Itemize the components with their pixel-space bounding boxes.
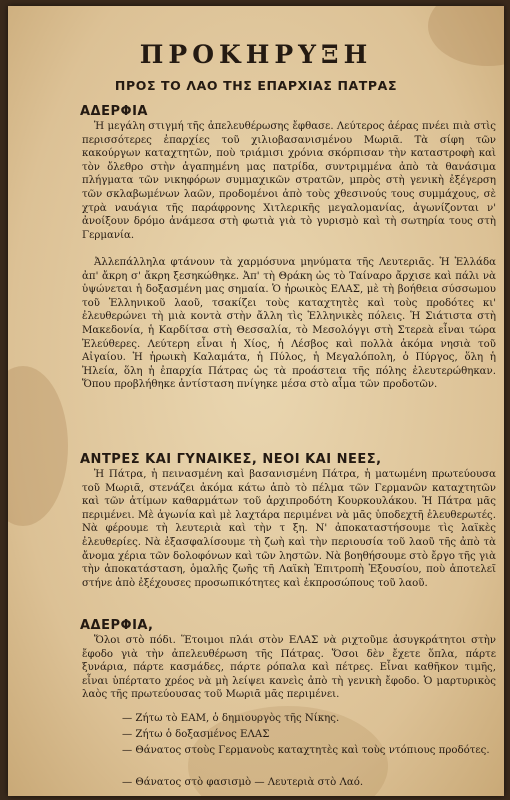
paragraph-news: Ἀλλεπάλληλα φτάνουν τὰ χαρμόσυνα μηνύματα τῆς Λευτεριᾶς. Ἡ Ἑλλάδα ἀπ' ἄκρη σ' ἄκρη ξεσηκώθηκε. Ἀπ' τὴ Θράκη ὡς τὸ Ταίναρο ἄρχισε καὶ πάλι νὰ ὑψώνεται ἡ δοξασμένη μας σημαία. Ὁ ἡρωικὸς ΕΛΑΣ, μὲ τὴ βοήθεια σύσσωμου τοῦ Ἑλληνικοῦ λαοῦ, τσακίζει τοὺς καταχτητὲς καὶ τοὺς προδότες κι' ἐλευθερώνει τὴ μιὰ κοντὰ στὴν ἄλλη τὶς Ἑλληνικὲς πόλεις. Ἡ Σιάτιστα στὴ Μακεδονία, ἡ Καρδίτσα στὴ Θεσσαλία, τὸ Μεσολόγγι στὴ Στερεὰ εἶναι τώρα Ἐλεύθερες. Λεύτερη εἶναι ἡ Χίος, ἡ Λέσβος καὶ πολλὰ ἀκόμα νησιὰ τοῦ Αἰγαίου. Ἡ ἡρωικὴ Καλαμάτα, ἡ Πύλος, ἡ Μεγαλόπολη, ὁ Πύργος, ὅλη ἡ Ἠλεία, ὅλη ἡ ἐπαρχία Πάτρας ὡς τὰ προάστεια τῆς πόλης ἐλευτερώθηκαν. Ὅπου προβλήθηκε ἀντίσταση πνίγηκε μέσα στὸ αἷμα τῶν προδοτῶν. — [82, 257, 496, 391]
section-heading-adelfia: ΑΔΕΡΦΙΑ — [80, 104, 148, 119]
slogan-elas: — Ζήτω ὁ δοξασμένος ΕΛΑΣ — [122, 729, 270, 740]
slogan-eam: — Ζήτω τὸ ΕΑΜ, ὁ δημιουργὸς τῆς Νίκης. — [122, 713, 340, 724]
slogan-death-to-occupiers: — Θάνατος στοὺς Γερμανοὺς καταχτητὲς καὶ τοὺς ντόπιους προδότες. — [122, 745, 490, 756]
paragraph-call-to-arms: Ὅλοι στὸ πόδι. Ἕτοιμοι πλάι στὸν ΕΛΑΣ νὰ ριχτοῦμε ἀσυγκράτητοι στὴν ἔφοδο γιὰ τὴν ἀπελευθέρωση τῆς Πάτρας. Ὅσοι δὲν ἔχετε ὅπλα, πάρτε ξυνάρια, πάρτε κασμάδες, πάρτε ρόπαλα καὶ πέτρες. Εἶναι καθῆκον τιμῆς, εἶναι ὑπέρτατο χρέος νὰ μὴ λείψει κανεὶς ἀπὸ τὴ γενικὴ ἔφοδο. Ὁ μαρτυρικὸς λαὸς τῆς πρωτεύουσας τοῦ Μωριᾶ μᾶς περιμένει. — [82, 635, 496, 701]
proclamation-title: ΠΡΟΚΗΡΥΞΗ — [139, 40, 373, 69]
paper-stain — [8, 366, 68, 526]
proclamation-sheet — [8, 6, 504, 796]
section-heading-adelfia-2: ΑΔΕΡΦΙΑ, — [80, 618, 154, 633]
paragraph-patra: Ἡ Πάτρα, ἡ πεινασμένη καὶ βασανισμένη Πάτρα, ἡ ματωμένη πρωτεύουσα τοῦ Μωριᾶ, στενάζει ἀκόμα κάτω ἀπὸ τὸ πέλμα τῶν Γερμανῶν καταχτητῶν καὶ τῶν ἀτίμων καθαρμάτων τοῦ ἀρχιπροδότη Κουρκουλάκου. Ἡ Πάτρα μᾶς περιμένει. Μὲ ἀγωνία καὶ μὲ λαχτάρα περιμένει νὰ μᾶς ὑποδεχτῆ ἐλευθερωτές. Νὰ φέρουμε τὴ λευτεριὰ καὶ τὴν τ ξη. Ν' ἀποκαταστήσουμε τὶς λαϊκὲς ἐλευθερίες. Νὰ ἐξασφαλίσουμε τὴ ζωὴ καὶ τὴν περιουσία τοῦ λαοῦ τῆς ἀπὸ τὰ ἄνομα χέρια τῶν δολοφόνων καὶ τῶν ληστῶν. Νὰ βοηθήσουμε στὸ ἔργο τῆς γιὰ τὴν ἀποκατάσταση, ὁμαλῆς ζωῆς τῆ Λαϊκὴ Ἐπιτροπὴ Ἐξουσίου, ποὺ ἀποτελεῖ στήνε ἀπὸ ἐξέχουσες προσωπικότητες καὶ ἐκπροσώπους τοῦ λαοῦ. — [82, 469, 496, 589]
section-heading-men-women: ΑΝΤΡΕΣ ΚΑΙ ΓΥΝΑΙΚΕΣ, ΝΕΟΙ ΚΑΙ ΝΕΕΣ, — [80, 452, 382, 467]
slogan-freedom: — Θάνατος στὸ φασισμὸ — Λευτεριὰ στὸ Λαό. — [122, 777, 364, 788]
proclamation-subtitle: ΠΡΟΣ ΤΟ ΛΑΟ ΤΗΣ ΕΠΑΡΧΙΑΣ ΠΑΤΡΑΣ — [114, 78, 398, 93]
paragraph-liberation: Ἡ μεγάλη στιγμή τῆς ἀπελευθέρωσης ἔφθασε. Λεύτερος ἀέρας πνέει πιὰ στὶς περισσότερες ἐπαρχίες τοῦ χιλιοβασανισμένου Μωριᾶ. Τὰ σίφη τῶν κακούργων καταχτητῶν, ποὺ τριάμισι χρόνια σκόρπισαν τὴν καταστροφὴ καὶ τὸν ὄλεθρο στὴν ἀγαπημένη μας πατρίδα, συντριμμένα ἀπὸ τὰ θανάσιμα πλήγματα τῶν νικηφόρων συμμαχικῶν στρατῶν, μπρὸς στὴ γενικὴ ἐξέγερση τῶν σκλαβωμένων λαῶν, προδομένοι ἀπὸ τοὺς χθεσινούς τους συμμάχους, σὲ χτρὰ ναυάγια τῆς παράφρονης Χιτλερικῆς μεγαλομανίας, ἀγωνίζονται ν' ἀνοίξουν δρόμο ἀνάμεσα στὴ φωτιὰ γιὰ τὸ γυρισμὸ καὶ τὴ σωτηρία τους στὴ Γερμανία. — [82, 121, 496, 241]
